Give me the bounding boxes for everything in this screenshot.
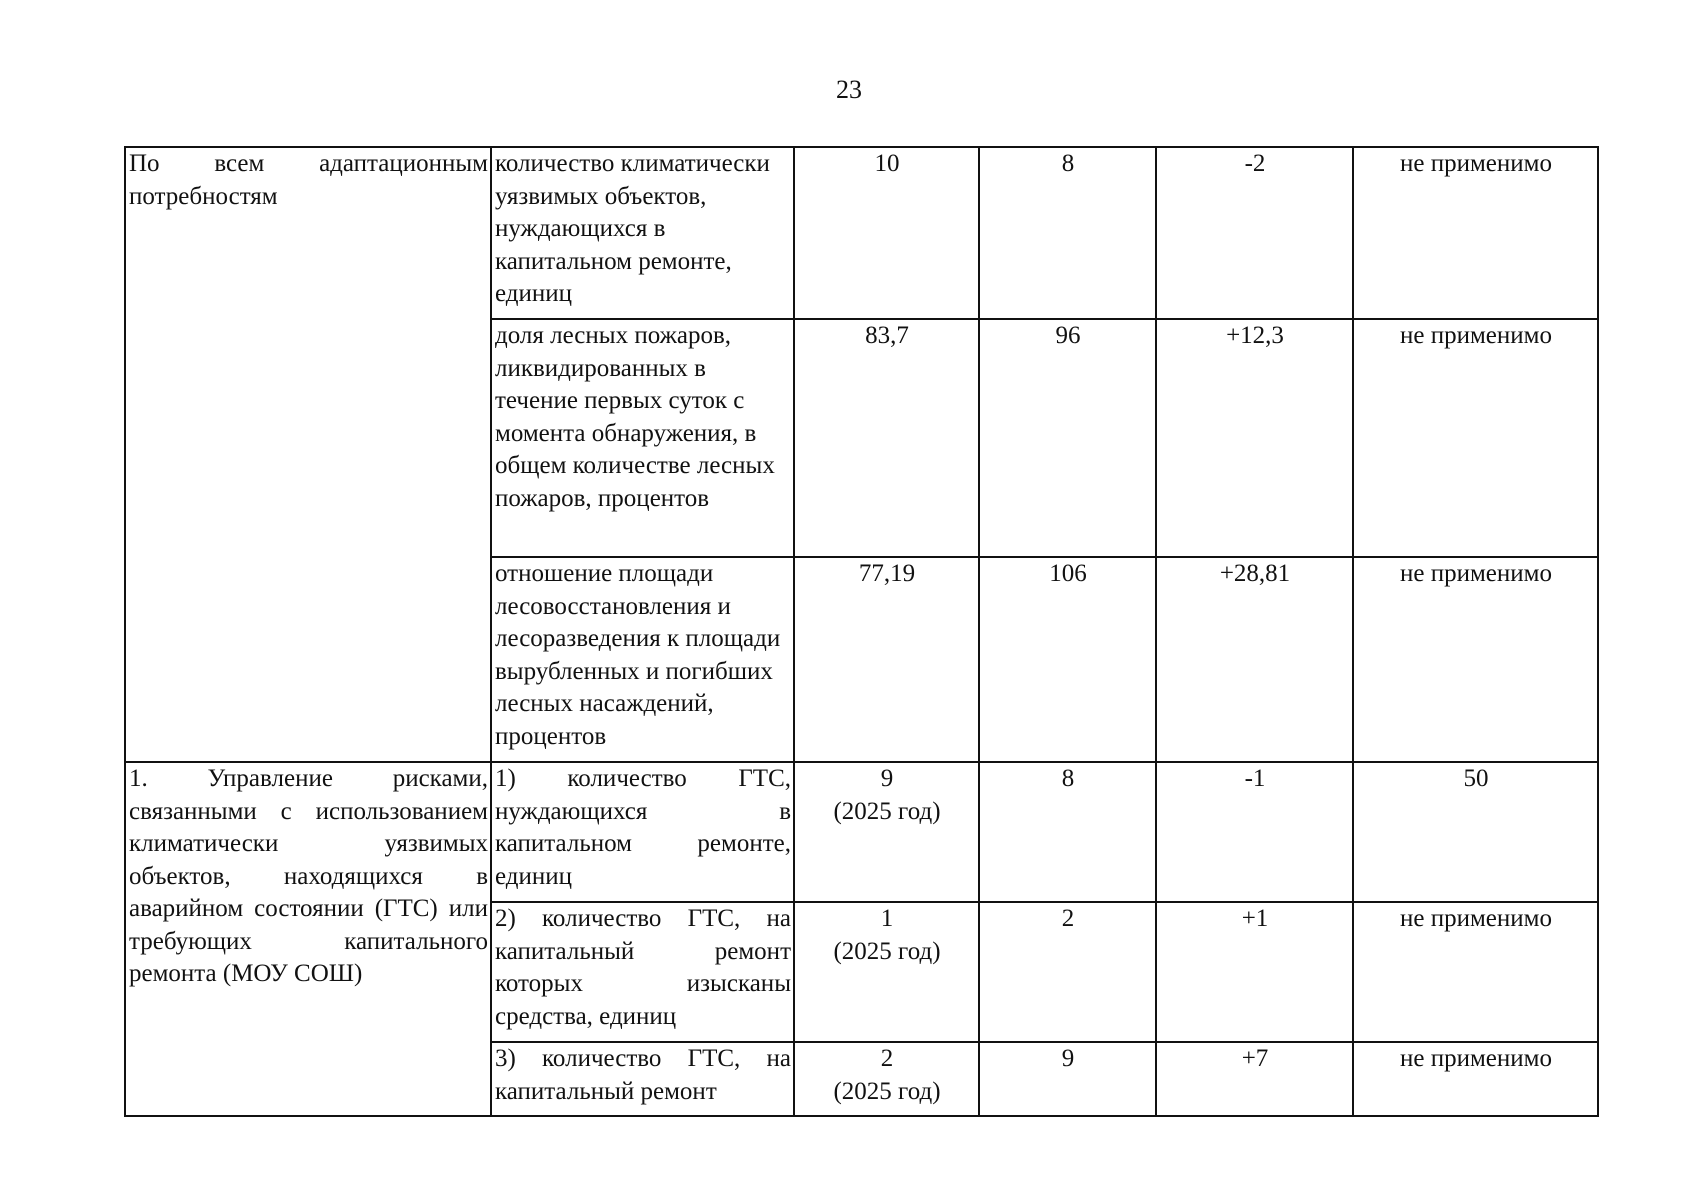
indicator-cell: количество климатически уязвимых объектов, нуждающихся в капитальном ремонте, единиц: [491, 147, 794, 319]
change-value-cell: +28,81: [1156, 557, 1353, 762]
last-column-cell: не применимо: [1353, 557, 1598, 762]
last-column-cell: не применимо: [1353, 319, 1598, 557]
group-label: По всем адаптационным потребностям: [129, 150, 488, 210]
target-value-cell: 2: [979, 902, 1156, 1042]
indicator-cell: 1) количество ГТС, нуждающихся в капитальном ремонте, единиц: [491, 762, 794, 902]
change-value-cell: -2: [1156, 147, 1353, 319]
last-column-cell: 50: [1353, 762, 1598, 902]
change-value-cell: +12,3: [1156, 319, 1353, 557]
last-column-cell: не применимо: [1353, 1042, 1598, 1116]
base-value-cell: [794, 762, 979, 902]
indicators-table: [124, 146, 1599, 1117]
target-value-cell: 9: [979, 1042, 1156, 1116]
target-value-cell: 8: [979, 147, 1156, 319]
base-value-cell: [794, 902, 979, 1042]
base-year: (2025 год): [833, 937, 941, 965]
base-value: 77,19: [858, 560, 916, 587]
base-value-cell: [794, 319, 979, 557]
group-label: 1. Управление рисками, связанными с использованием климатически уязвимых объектов, находящихся в аварийном состоянии (ГТС) или требующих капитального ремонта (МОУ СОШ): [129, 765, 488, 987]
base-value: 2: [880, 1045, 894, 1072]
indicator-cell: отношение площади лесовосстановления и лесоразведения к площади вырубленных и погибших лесных насаждений, процентов: [491, 557, 794, 762]
change-value-cell: +1: [1156, 902, 1353, 1042]
group-label-cell: [125, 762, 491, 1116]
indicator-cell: доля лесных пожаров, ликвидированных в течение первых суток с момента обнаружения, в общем количестве лесных пожаров, процентов: [491, 319, 794, 557]
target-value-cell: 96: [979, 319, 1156, 557]
target-value-cell: 106: [979, 557, 1156, 762]
base-value: 9: [880, 765, 894, 792]
base-year: (2025 год): [833, 797, 941, 825]
base-year: (2025 год): [833, 1077, 941, 1105]
last-column-cell: не применимо: [1353, 902, 1598, 1042]
table-row: [125, 147, 1598, 319]
base-value-cell: [794, 557, 979, 762]
table-row: [125, 762, 1598, 902]
base-value: 10: [874, 150, 900, 177]
last-column-cell: не применимо: [1353, 147, 1598, 319]
change-value-cell: +7: [1156, 1042, 1353, 1116]
page-number: 23: [836, 75, 862, 104]
base-value: 1: [880, 905, 894, 932]
indicator-cell: 3) количество ГТС, на капитальный ремонт: [491, 1042, 794, 1116]
indicator-cell: 2) количество ГТС, на капитальный ремонт которых изысканы средства, единиц: [491, 902, 794, 1042]
group-label-cell: [125, 147, 491, 762]
target-value-cell: 8: [979, 762, 1156, 902]
base-value-cell: [794, 147, 979, 319]
base-value-cell: [794, 1042, 979, 1116]
base-value: 83,7: [865, 322, 909, 349]
change-value-cell: -1: [1156, 762, 1353, 902]
